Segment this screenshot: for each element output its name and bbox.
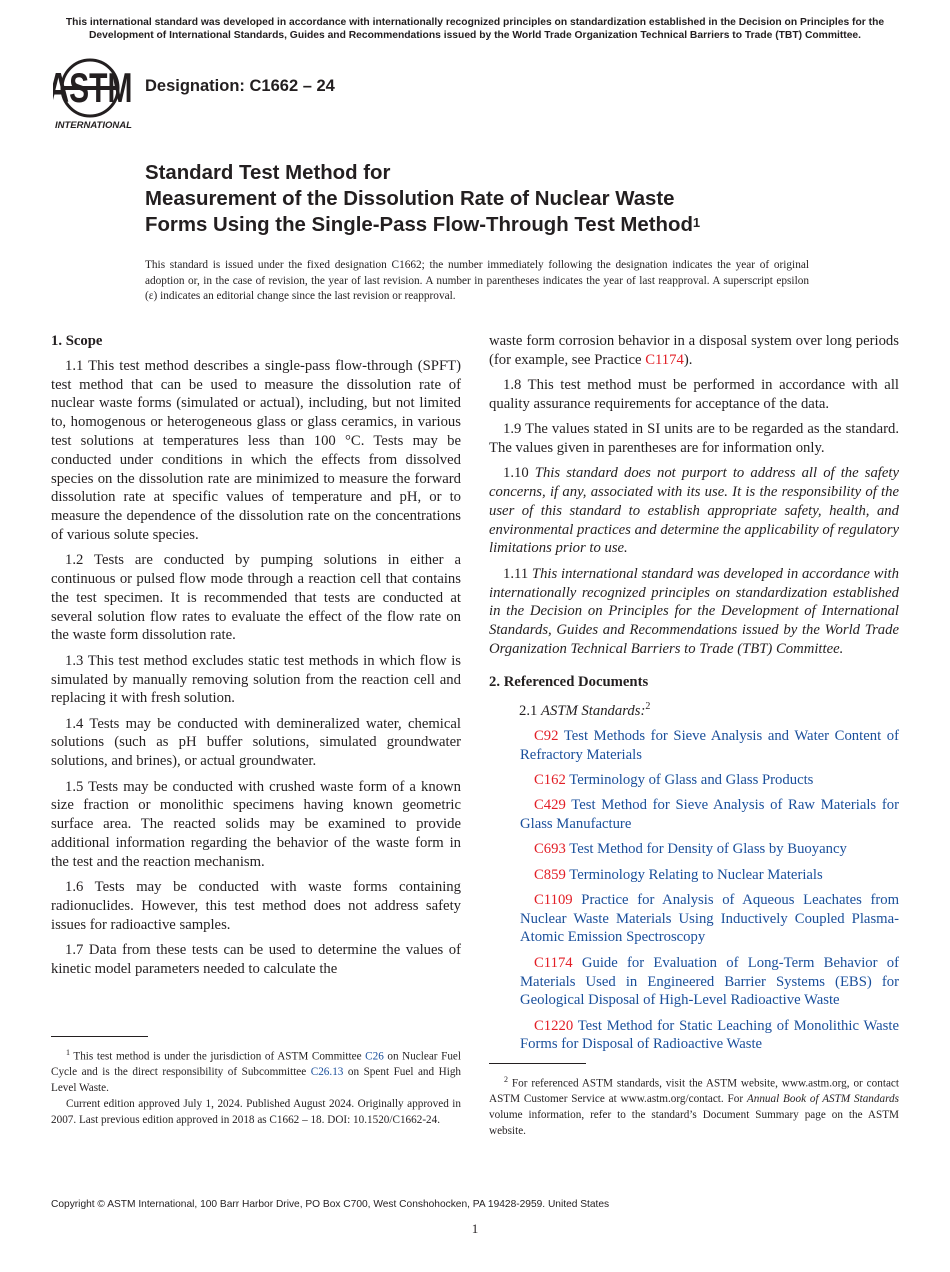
committee-c26-link[interactable]: C26: [365, 1050, 384, 1063]
reference-item[interactable]: C1174 Guide for Evaluation of Long-Term Behavior of Materials Used in Engineered Barrier Systems (EBS) for Geological Disposal of High-Level Radioactive Waste: [520, 954, 899, 1009]
para-1-2: 1.2 Tests are conducted by pumping solutions in either a continuous or pulsed flow mode through a reaction cell that contains the test specimen. It is recommended that tests are conducted at several solution flow rates to evaluate the effect of the flow rate on the waste form dissolution rate.: [51, 552, 461, 644]
logo-letters: ASTM: [53, 64, 133, 112]
right-column: [489, 332, 899, 1061]
reference-item[interactable]: C1109 Practice for Analysis of Aqueous Leachates from Nuclear Waste Materials Using Inductively Coupled Plasma-Atomic Emission Spectroscopy: [520, 891, 900, 946]
logo-org: INTERNATIONAL: [55, 120, 132, 131]
para-1-1: 1.1 This test method describes a single-pass flow-through (SPFT) test method that can be used to measure the dissolution rate of nuclear waste forms (simulated or actual), including, but not limited to, homogenous or heterogeneous glass or glass ceramics, in various test solutions at temperatures less than 100 °C. Tests may be conducted under conditions in which the effects from dissolved species on the dissolution rate are minimized to measure the forward dissolution rate at specific values of temperature and pH, or to measure the dependence of the dissolution rate on the concentrations of various solute species.: [51, 357, 461, 543]
copyright: Copyright © ASTM International, 100 Barr Harbor Drive, PO Box C700, West Conshohocken, PA 19428-2959. United States: [51, 1199, 610, 1210]
footnote-1-edition: Current edition approved July 1, 2024. Published August 2024. Originally approved in 2007. Last previous edition approved in 2018 as C1662 – 18. DOI: 10.1520/C1662-24.: [51, 1097, 461, 1126]
footnote-2-text: $^2$ For referenced ASTM standards, visit the ASTM website, www.astm.org, or contact ASTM Customer Service at www.astm.org/contact. For Annual Book of ASTM Standards volume information, refer to the standard’s Document Summary page on the ASTM website.: [489, 1075, 899, 1137]
reference-item[interactable]: C859 Terminology Relating to Nuclear Materials: [534, 866, 823, 883]
para-1-6: 1.6 Tests may be conducted with waste forms containing radionuclides. However, this test method does not address safety issues for radioactive samples.: [51, 879, 461, 933]
footnote-1: [51, 1045, 461, 1128]
reference-item[interactable]: C429 Test Method for Sieve Analysis of Raw Materials for Glass Manufacture: [520, 797, 899, 832]
astm-logo: [53, 56, 137, 132]
para-1-9: 1.9 The values stated in SI units are to be regarded as the standard. The values given in parentheses are for information only.: [489, 421, 899, 456]
para-1-7-continued: waste form corrosion behavior in a disposal system over long periods (for example, see Practice C1174).: [489, 333, 899, 368]
title-footnote-mark: 1: [692, 215, 701, 230]
left-column: [51, 332, 461, 985]
referenced-documents-heading: 2. Referenced Documents: [489, 673, 649, 690]
para-1-10: 1.10 This standard does not purport to address all of the safety concerns, if any, associated with its use. It is the responsibility of the user of this standard to establish appropriate safety, health, and environmental practices and determine the applicability of regulatory limitations prior to use.: [489, 465, 900, 557]
footnote-2: [489, 1072, 899, 1140]
para-1-5: 1.5 Tests may be conducted with crushed waste form of a known size fraction or monolithic specimens having known geometric surface area. The reacted solids may be examined to provide additional information regarding the behavior of the waste form in the test and the reaction mechanism.: [51, 778, 461, 870]
para-1-11: 1.11 This international standard was developed in accordance with internationally recognized principles on standardization established in the Decision on Principles for the Development of International Standards, Guides and Recommendations issued by the World Trade Organization Technical Barriers to Trade (TBT) Committee.: [489, 565, 899, 657]
practice-c1174-link[interactable]: C1174: [645, 351, 684, 368]
title-line-2: Measurement of the Dissolution Rate of Nuclear Waste: [145, 188, 675, 210]
astm-standards-subheading: 2.1 ASTM Standards:$^2$: [519, 700, 651, 719]
para-1-4: 1.4 Tests may be conducted with demineralized water, chemical solutions (such as pH buffer solutions, simulated groundwater solutions, and brines), or actual groundwater.: [51, 715, 461, 770]
reference-item[interactable]: C92 Test Methods for Sieve Analysis and Water Content of Refractory Materials: [520, 727, 899, 763]
footnote-rule-left: [51, 1036, 148, 1037]
reference-item[interactable]: C162 Terminology of Glass and Glass Products: [534, 771, 814, 788]
designation: Designation: C1662 – 24: [145, 77, 335, 95]
subcommittee-c26-13-link[interactable]: C26.13: [310, 1066, 344, 1079]
page-number: 1: [471, 1221, 479, 1236]
document-title: [145, 160, 845, 238]
title-line-3: Forms Using the Single-Pass Flow-Through Test Method$^1$: [145, 214, 701, 236]
para-1-3: 1.3 This test method excludes static test methods in which flow is simulated by manually removing solution from the reaction cell and replacing it with fresh solution.: [51, 652, 461, 707]
reference-item[interactable]: C1220 Test Method for Static Leaching of Monolithic Waste Forms for Disposal of Radioactive Waste: [520, 1017, 899, 1053]
footnote-rule-right: [489, 1063, 586, 1064]
issue-note: This standard is issued under the fixed designation C1662; the number immediately following the designation indicates the year of original adoption or, in the case of revision, the year of last revision. A number in parentheses indicates the year of last reapproval. A superscript epsilon (ε) indicates an editorial change since the last revision or reapproval.: [145, 259, 809, 303]
para-1-7: 1.7 Data from these tests can be used to determine the values of kinetic model parameters needed to calculate the: [51, 941, 461, 977]
footnote-1-text: $^1$ This test method is under the jurisdiction of ASTM Committee C26 on Nuclear Fuel Cycle and is the direct responsibility of Subcommittee C26.13 on Spent Fuel and High Level Waste.: [51, 1048, 462, 1095]
para-1-8: 1.8 This test method must be performed in accordance with all quality assurance requirements for acceptance of the data.: [489, 377, 899, 412]
reference-list: [489, 727, 899, 1054]
top-notice: This international standard was developed in accordance with internationally recognized principles on standardization established in the Decision on Principles for the Development of International Standards, Guides and Recommendations issued by the World Trade Organization Technical Barriers to Trade (TBT) Committee.: [65, 17, 885, 41]
scope-heading: 1. Scope: [51, 333, 103, 349]
reference-item[interactable]: C693 Test Method for Density of Glass by Buoyancy: [534, 841, 847, 858]
title-line-1: Standard Test Method for: [145, 162, 391, 184]
